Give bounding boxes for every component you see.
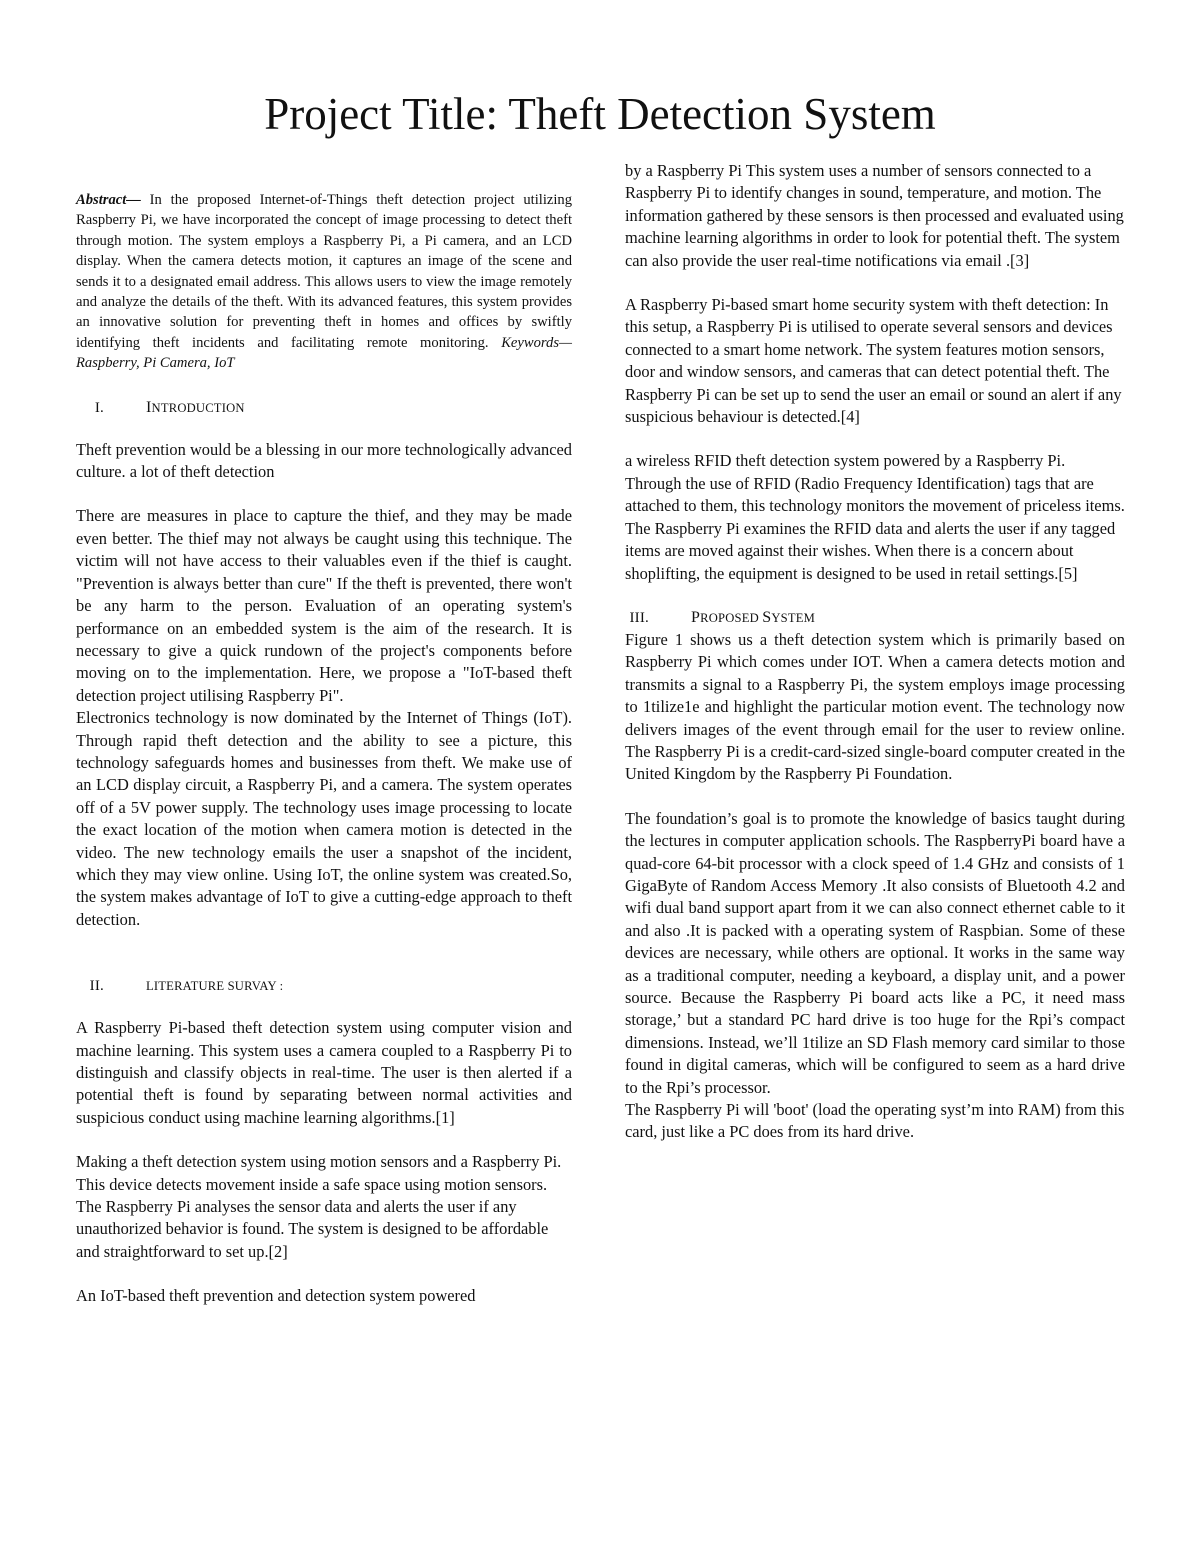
right-column bbox=[625, 160, 1125, 1144]
section-heading-proposed-system: III. PROPOSED SYSTEM bbox=[621, 607, 1125, 629]
left-column bbox=[76, 160, 572, 1308]
lit-paragraph-4: A Raspberry Pi-based smart home security system with theft detection: In this setup, a Raspberry Pi is utilised to operate several sensors and devices connected to a smart home network. The system features motion sensors, door and window sensors, and cameras that can detect potential theft. The Raspberry Pi can be set up to send the user an email or sound an alert if any suspicious behaviour is detected.[4] bbox=[625, 295, 1122, 427]
intro-paragraph-2: There are measures in place to capture the thief, and they may be made even better. The thief may not always be caught using this technique. The victim will not have access to their valuables even if the thief is caught. "Prevention is always better than cure" If the theft is prevented, there won't be any harm to the person. Evaluation of an operating system's performance on an embedded system is the aim of the research. It is necessary to give a quick rundown of the project's components before moving on to the implementation. Here, we propose a "IoT-based theft detection project utilising Raspberry Pi". bbox=[76, 506, 572, 705]
lit-paragraph-2: Making a theft detection system using motion sensors and a Raspberry Pi. This device detects movement inside a safe space using motion sensors. The Raspberry Pi analyses the sensor data and alerts the user if any unauthorized behavior is found. The system is designed to be affordable and straightforward to set up.[2] bbox=[76, 1152, 562, 1261]
abstract bbox=[76, 190, 572, 374]
abstract-lead: Abstract— bbox=[76, 192, 141, 208]
abstract-keywords: Keywords— Raspberry, Pi Camera, IoT bbox=[76, 334, 572, 372]
section-heading-introduction: I. INTRODUCTION bbox=[76, 397, 572, 419]
proposed-paragraph-3: The Raspberry Pi will 'boot' (load the operating syst’m into RAM) from this card, just like a PC does from its hard drive. bbox=[625, 1100, 1125, 1142]
abstract-text: In the proposed Internet-of-Things theft detection project utilizing Raspberry Pi, we have incorporated the concept of image processing to detect theft through motion. The system employs a Raspberry Pi, a Pi camera, and an LCD display. When the camera detects motion, it captures an image of the scene and sends it to a designated email address. This allows users to view the image remotely and analyze the details of the theft. With its advanced features, this system provides an innovative solution for preventing theft in homes and offices by swiftly identifying theft incidents and facilitating remote monitoring. bbox=[76, 192, 572, 351]
section-number: I. bbox=[94, 399, 104, 416]
lit-paragraph-1: A Raspberry Pi-based theft detection system using computer vision and machine learning. This system uses a camera coupled to a Raspberry Pi to distinguish and classify objects in real-time. The user is then alerted if a potential theft is found by separating between normal activities and suspicious conduct using machine learning algorithms.[1] bbox=[76, 1018, 572, 1127]
section-number: II. bbox=[89, 978, 104, 995]
section-number: III. bbox=[629, 609, 649, 626]
lit-paragraph-5: a wireless RFID theft detection system powered by a Raspberry Pi. Through the use of RFID (Radio Frequency Identification) tags that are attached to them, this technology monitors the movement of priceless items. The Raspberry Pi examines the RFID data and alerts the user if any tagged items are moved against their wishes. When there is a concern about shoplifting, the equipment is designed to be used in retail settings.[5] bbox=[625, 451, 1125, 583]
section-heading-literature-survey: II. LITERATURE SURVAY : bbox=[76, 975, 572, 997]
page-title: Project Title: Theft Detection System bbox=[264, 89, 936, 139]
proposed-paragraph-1: Figure 1 shows us a theft detection system which is primarily based on Raspberry Pi which comes under IOT. When a camera detects motion and transmits a signal to a Raspberry Pi, the system employs image processing to 1tilize1e and highlight the particular motion event. The technology now delivers images of the event through email for the user to review online. The Raspberry Pi is a credit-card-sized single-board computer created in the United Kingdom by the Raspberry Pi Foundation. bbox=[625, 629, 1125, 784]
lit-paragraph-3-start: An IoT-based theft prevention and detection system powered bbox=[76, 1286, 476, 1306]
proposed-paragraph-2: The foundation’s goal is to promote the knowledge of basics taught during the lectures in computer application schools. The RaspberryPi board have a quad-core 64-bit processor with a clock speed of 1.4 GHz and consists of 1 GigaByte of Random Access Memory .It also consists of Bluetooth 4.2 and wifi dual band support apart from it we can also connect ethernet cable to it and also .It is packed with a operating system of Raspbian. Some of these devices are necessary, while others are optional. It works in the same way as a traditional computer, needing a keyboard, a display unit, and a power source. Because the Raspberry Pi board acts like a PC, it need mass storage,’ but a standard PC hard drive is too huge for the Rpi’s compact dimensions. Instead, we’ll 1tilize an SD Flash memory card similar to those found in digital cameras, which will be configured to seem as a hard drive to the Rpi’s processor. bbox=[625, 808, 1125, 1097]
intro-paragraph-3: Electronics technology is now dominated by the Internet of Things (IoT). Through rapid theft detection and the ability to see a picture, this technology safeguards homes and businesses from theft. We make use of an LCD display circuit, a Raspberry Pi, and a camera. The system operates off of a 5V power supply. The technology uses image processing to locate the exact location of the motion when camera motion is detected in the video. The new technology emails the user a snapshot of the incident, which they may view online. Using IoT, the online system was created.So, the system makes advantage of IoT to give a cutting-edge approach to theft detection. bbox=[76, 708, 572, 929]
intro-paragraph-1: Theft prevention would be a blessing in our more technologically advanced culture. a lot of theft detection bbox=[76, 439, 572, 482]
lit-paragraph-3-continued: by a Raspberry Pi This system uses a number of sensors connected to a Raspberry Pi to identify changes in sound, temperature, and motion. The information gathered by these sensors is then processed and evaluated using machine learning algorithms in order to look for potential theft. The system can also provide the user real-time notifications via email .[3] bbox=[625, 161, 1124, 270]
